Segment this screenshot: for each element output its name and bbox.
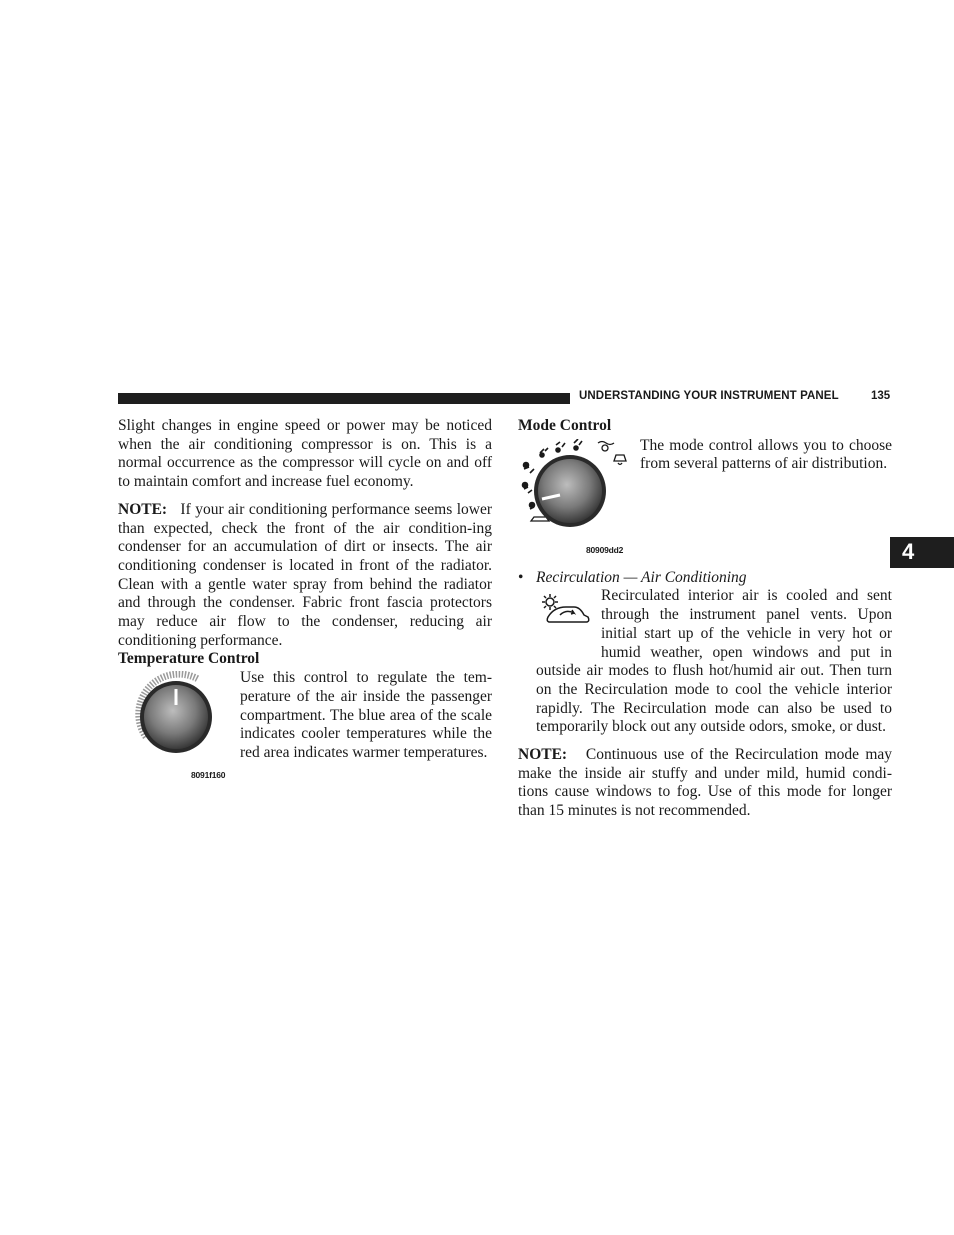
mode-control-block <box>518 436 892 555</box>
recirculation-block <box>518 587 892 737</box>
note-text: If your air conditioning performance seems lower than expected, check the front of the air condition-ing condenser for an accumulation of dirt or insects. The air conditioning condenser is located in front of the radiator. Clean with a gentle water spray from behind the radiator and through the condenser. Fabric front fascia protectors may reduce air flow to the condenser, reducing air conditioning performance. <box>118 500 492 649</box>
chapter-number: 4 <box>902 539 915 564</box>
figure-code: 80909dd2 <box>586 544 624 555</box>
note-ac-performance <box>118 501 492 651</box>
note-label: NOTE: <box>118 500 168 518</box>
note-label: NOTE: <box>518 746 568 764</box>
section-title: UNDERSTANDING YOUR INSTRUMENT PANEL <box>579 390 839 402</box>
temperature-control-text: Use this control to regulate the tem-perature of the air inside the passenger compartment. The blue area of the scale indicates cooler temperatures while the red area indicates warmer temperatures. <box>240 669 492 761</box>
temperature-control-block <box>118 669 492 779</box>
mode-knob-figure <box>518 437 640 555</box>
figure-code: 8091f160 <box>191 770 226 781</box>
recirculation-figure <box>536 587 601 645</box>
mode-knob-icon <box>518 439 634 535</box>
page-number: 135 <box>871 390 891 402</box>
recirculation-bullet-item <box>518 569 892 588</box>
mode-control-text: The mode control allows you to choose from several patterns of air distribution. <box>640 436 892 473</box>
right-column <box>518 417 892 821</box>
intro-paragraph: Slight changes in engine speed or power may be noticed when the air conditioning compressor is on. This is a normal occurrence as the compressor will cycle on and off to maintain comfort and increase fuel economy. <box>118 417 492 491</box>
recirculation-text: Recirculated interior air is cooled and sent through the instrument panel vents. Upon initial start up of the vehicle in very hot or humid weather, open windows and put in outside air modes to flush hot/humid air out. Then turn on the Recirculation mode to cool the vehicle interior rapidly. The Recirculation mode can also be used to temporarily block out any outside odors, smoke, or dust. <box>536 587 892 736</box>
temperature-knob-icon <box>128 671 240 763</box>
recirculation-title: Recirculation — Air Conditioning <box>536 568 747 586</box>
header-rule <box>118 393 570 404</box>
note-text: Continuous use of the Recirculation mode may make the inside air stuffy and under mild, humid condi-tions cause windows to fog. Use of this mode for longer than 15 minutes is not recommended. <box>518 746 892 820</box>
bullet: • <box>518 568 524 586</box>
temperature-control-heading: Temperature Control <box>118 650 260 668</box>
temperature-knob-figure <box>118 669 240 779</box>
chapter-tab <box>890 537 954 568</box>
note-recirculation <box>518 746 892 821</box>
left-column <box>118 417 492 779</box>
recirculation-ac-icon <box>540 593 592 633</box>
mode-control-heading: Mode Control <box>518 417 612 434</box>
